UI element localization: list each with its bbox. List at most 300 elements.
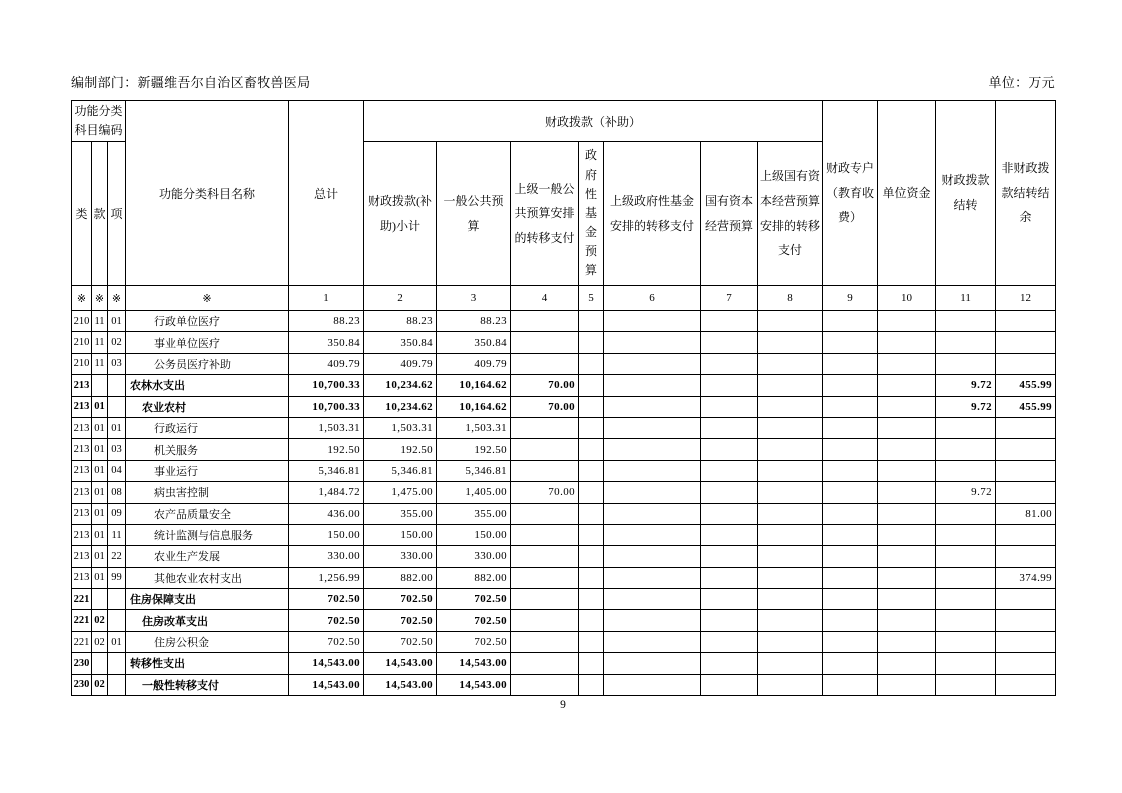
value-cell [878,589,936,610]
value-cell [878,311,936,332]
column-index-cell: 3 [437,286,511,311]
value-cell: 350.84 [437,332,511,353]
code-cell: 11 [92,311,108,332]
value-cell [878,460,936,481]
value-cell [604,460,701,481]
subject-name-cell: 病虫害控制 [126,482,289,503]
subject-name-cell: 住房公积金 [126,631,289,652]
value-cell [511,524,579,545]
code-cell: 02 [92,610,108,631]
code-cell: 04 [108,460,126,481]
value-cell: 192.50 [364,439,437,460]
table-row [72,610,1056,631]
table-row [72,674,1056,695]
value-cell [701,610,758,631]
subject-name-cell: 农业生产发展 [126,546,289,567]
value-cell [996,631,1056,652]
value-cell: 330.00 [437,546,511,567]
value-cell [823,589,878,610]
value-cell [511,503,579,524]
value-cell: 5,346.81 [289,460,364,481]
header-code-kuan: 款 [92,142,108,286]
value-cell [936,460,996,481]
value-cell [701,417,758,438]
value-cell: 409.79 [437,353,511,374]
column-index-cell: 9 [823,286,878,311]
value-cell: 192.50 [289,439,364,460]
code-cell: 01 [108,311,126,332]
column-index-cell: 7 [701,286,758,311]
table-row [72,460,1056,481]
code-cell [92,653,108,674]
value-cell [996,610,1056,631]
value-cell [579,567,604,588]
value-cell [823,674,878,695]
header-row-top [72,101,1056,142]
value-cell [823,653,878,674]
value-cell: 10,234.62 [364,396,437,417]
value-cell [604,610,701,631]
column-index-cell: 1 [289,286,364,311]
value-cell [996,653,1056,674]
value-cell [936,353,996,374]
code-cell: 01 [92,396,108,417]
value-cell [996,589,1056,610]
value-cell [579,482,604,503]
code-cell: 213 [72,482,92,503]
page-number: 9 [560,699,566,711]
value-cell [604,311,701,332]
value-cell [604,332,701,353]
header-state-capital-budget: 国有资本经营预算 [701,142,758,286]
value-cell [758,524,823,545]
value-cell [823,503,878,524]
table-row [72,396,1056,417]
value-cell [878,524,936,545]
value-cell: 1,256.99 [289,567,364,588]
value-cell [701,546,758,567]
value-cell [878,674,936,695]
code-cell [108,653,126,674]
value-cell: 88.23 [289,311,364,332]
value-cell: 81.00 [996,503,1056,524]
column-index-cell: 6 [604,286,701,311]
code-cell: 01 [92,567,108,588]
value-cell [878,353,936,374]
column-index-cell: ※ [108,286,126,311]
value-cell [758,460,823,481]
value-cell: 10,164.62 [437,396,511,417]
value-cell [604,546,701,567]
value-cell [604,653,701,674]
code-cell: 01 [92,460,108,481]
value-cell: 70.00 [511,375,579,396]
code-cell: 210 [72,332,92,353]
value-cell [604,439,701,460]
value-cell [878,439,936,460]
code-cell: 01 [108,631,126,652]
value-cell [996,482,1056,503]
value-cell [579,375,604,396]
budget-table [71,100,1056,696]
value-cell [701,460,758,481]
value-cell: 702.50 [437,610,511,631]
column-index-cell: 10 [878,286,936,311]
value-cell [936,674,996,695]
header-gov-fund-budget: 政府性基金预算 [579,142,604,286]
value-cell [579,524,604,545]
code-cell: 213 [72,503,92,524]
value-cell: 702.50 [289,631,364,652]
column-index-cell: 11 [936,286,996,311]
value-cell: 350.84 [364,332,437,353]
value-cell [511,674,579,695]
code-cell [108,589,126,610]
value-cell [511,353,579,374]
value-cell: 88.23 [437,311,511,332]
value-cell [878,375,936,396]
subject-name-cell: 公务员医疗补助 [126,353,289,374]
header-fiscal-carryover: 财政拨款结转 [936,101,996,286]
value-cell: 5,346.81 [437,460,511,481]
value-cell [823,375,878,396]
value-cell [758,610,823,631]
subject-name-cell: 机关服务 [126,439,289,460]
value-cell [936,653,996,674]
code-cell: 213 [72,546,92,567]
value-cell [878,567,936,588]
value-cell [511,417,579,438]
value-cell [701,503,758,524]
table-row [72,567,1056,588]
value-cell [878,653,936,674]
table-row [72,353,1056,374]
value-cell [823,546,878,567]
header-general-transfer: 上级一般公共预算安排的转移支付 [511,142,579,286]
code-cell: 213 [72,439,92,460]
value-cell [936,503,996,524]
table-row [72,482,1056,503]
header-fiscal-account: 财政专户（教育收费） [823,101,878,286]
value-cell [936,439,996,460]
subject-name-cell: 住房改革支出 [126,610,289,631]
code-cell: 210 [72,311,92,332]
table-row [72,375,1056,396]
value-cell: 455.99 [996,396,1056,417]
value-cell [758,332,823,353]
value-cell [511,631,579,652]
value-cell [758,311,823,332]
value-cell: 9.72 [936,396,996,417]
value-cell: 10,234.62 [364,375,437,396]
value-cell [701,653,758,674]
subject-name-cell: 事业单位医疗 [126,332,289,353]
table-row [72,631,1056,652]
header-code-group: 功能分类科目编码 [72,101,126,142]
value-cell [701,353,758,374]
value-cell [604,524,701,545]
value-cell [701,567,758,588]
value-cell [758,567,823,588]
value-cell [579,589,604,610]
subject-name-cell: 农业农村 [126,396,289,417]
table-row [72,589,1056,610]
prepared-by-label: 编制部门：新疆维吾尔自治区畜牧兽医局 [71,75,311,90]
value-cell [758,503,823,524]
header-subsidy-group: 财政拨款（补助） [364,101,823,142]
subject-name-cell: 一般性转移支付 [126,674,289,695]
value-cell: 455.99 [996,375,1056,396]
value-cell [936,546,996,567]
value-cell: 14,543.00 [364,674,437,695]
value-cell [823,439,878,460]
value-cell [579,332,604,353]
value-cell: 702.50 [437,631,511,652]
code-cell: 213 [72,524,92,545]
code-cell: 01 [92,439,108,460]
value-cell [604,674,701,695]
value-cell [511,439,579,460]
value-cell [936,332,996,353]
code-cell: 213 [72,460,92,481]
header-nonfiscal-carryover: 非财政拨款结转结余 [996,101,1056,286]
value-cell [878,503,936,524]
code-cell: 213 [72,396,92,417]
value-cell [936,524,996,545]
value-cell [823,332,878,353]
value-cell: 150.00 [289,524,364,545]
value-cell: 1,405.00 [437,482,511,503]
value-cell [511,546,579,567]
value-cell [996,311,1056,332]
value-cell [701,482,758,503]
value-cell [758,631,823,652]
code-cell [108,674,126,695]
code-cell: 230 [72,653,92,674]
header-unit-funds: 单位资金 [878,101,936,286]
code-cell: 01 [92,417,108,438]
table-row [72,439,1056,460]
value-cell [996,460,1056,481]
value-cell [758,482,823,503]
value-cell: 882.00 [364,567,437,588]
value-cell: 350.84 [289,332,364,353]
value-cell: 1,503.31 [437,417,511,438]
value-cell [996,353,1056,374]
value-cell: 1,484.72 [289,482,364,503]
value-cell [604,589,701,610]
code-cell: 01 [92,503,108,524]
code-cell: 22 [108,546,126,567]
code-cell: 221 [72,631,92,652]
value-cell [823,396,878,417]
value-cell [579,631,604,652]
value-cell: 702.50 [289,589,364,610]
value-cell [936,589,996,610]
value-cell: 14,543.00 [364,653,437,674]
value-cell [758,546,823,567]
code-cell: 213 [72,375,92,396]
code-cell: 08 [108,482,126,503]
code-cell: 09 [108,503,126,524]
value-cell [511,460,579,481]
code-cell: 221 [72,589,92,610]
code-cell: 02 [108,332,126,353]
value-cell [758,653,823,674]
table-row [72,503,1056,524]
value-cell [823,417,878,438]
header-gov-fund-transfer: 上级政府性基金安排的转移支付 [604,142,701,286]
value-cell [511,567,579,588]
value-cell [579,610,604,631]
value-cell: 409.79 [289,353,364,374]
value-cell: 150.00 [364,524,437,545]
code-cell [92,375,108,396]
value-cell: 355.00 [437,503,511,524]
value-cell [996,524,1056,545]
value-cell [823,610,878,631]
value-cell [758,417,823,438]
subject-name-cell: 统计监测与信息服务 [126,524,289,545]
value-cell: 1,503.31 [364,417,437,438]
value-cell [511,610,579,631]
value-cell: 88.23 [364,311,437,332]
code-cell: 230 [72,674,92,695]
header-subject-name: 功能分类科目名称 [126,101,289,286]
subject-name-cell: 农产品质量安全 [126,503,289,524]
header-code-xiang: 项 [108,142,126,286]
code-cell: 210 [72,353,92,374]
value-cell [936,311,996,332]
header-grand-total: 总计 [289,101,364,286]
value-cell: 436.00 [289,503,364,524]
code-cell: 213 [72,567,92,588]
code-cell: 01 [92,482,108,503]
code-cell [108,375,126,396]
value-cell [511,589,579,610]
value-cell [511,653,579,674]
value-cell: 374.99 [996,567,1056,588]
code-cell: 02 [92,674,108,695]
value-cell [701,396,758,417]
value-cell [701,674,758,695]
column-index-cell: ※ [126,286,289,311]
value-cell [604,353,701,374]
value-cell [878,631,936,652]
table-row [72,524,1056,545]
code-cell: 213 [72,417,92,438]
column-index-cell: 2 [364,286,437,311]
table-row [72,546,1056,567]
subject-name-cell: 行政单位医疗 [126,311,289,332]
document-meta-row [71,72,1055,91]
value-cell: 192.50 [437,439,511,460]
value-cell [823,353,878,374]
column-index-cell: ※ [92,286,108,311]
value-cell [579,396,604,417]
value-cell [823,567,878,588]
code-cell: 01 [92,546,108,567]
value-cell [878,396,936,417]
value-cell [758,375,823,396]
value-cell: 14,543.00 [289,653,364,674]
table-row [72,653,1056,674]
value-cell: 409.79 [364,353,437,374]
value-cell [579,653,604,674]
value-cell: 1,503.31 [289,417,364,438]
column-index-cell: ※ [72,286,92,311]
code-cell: 221 [72,610,92,631]
value-cell [996,332,1056,353]
table-row [72,332,1056,353]
subject-name-cell: 事业运行 [126,460,289,481]
value-cell [604,567,701,588]
value-cell [823,524,878,545]
subject-name-cell: 其他农业农村支出 [126,567,289,588]
value-cell: 9.72 [936,482,996,503]
value-cell [579,546,604,567]
value-cell [579,503,604,524]
value-cell [579,417,604,438]
value-cell: 330.00 [289,546,364,567]
value-cell: 702.50 [437,589,511,610]
value-cell [936,567,996,588]
value-cell: 70.00 [511,396,579,417]
value-cell: 70.00 [511,482,579,503]
value-cell [701,631,758,652]
value-cell [701,589,758,610]
table-row [72,417,1056,438]
code-cell: 03 [108,353,126,374]
header-state-capital-transfer: 上级国有资本经营预算安排的转移支付 [758,142,823,286]
value-cell: 355.00 [364,503,437,524]
code-cell: 01 [92,524,108,545]
value-cell [604,631,701,652]
column-index-cell: 5 [579,286,604,311]
code-cell: 03 [108,439,126,460]
value-cell [758,674,823,695]
value-cell: 9.72 [936,375,996,396]
value-cell [878,482,936,503]
table-row [72,311,1056,332]
header-subsidy-subtotal: 财政拨款(补助)小计 [364,142,437,286]
value-cell [604,417,701,438]
code-cell: 11 [92,353,108,374]
value-cell: 150.00 [437,524,511,545]
value-cell [996,674,1056,695]
code-cell: 99 [108,567,126,588]
value-cell [579,353,604,374]
value-cell [823,631,878,652]
value-cell [604,375,701,396]
column-index-cell: 4 [511,286,579,311]
value-cell [878,610,936,631]
value-cell [604,396,701,417]
value-cell: 702.50 [289,610,364,631]
column-index-row [72,286,1056,311]
value-cell: 702.50 [364,589,437,610]
header-general-public-budget: 一般公共预算 [437,142,511,286]
code-cell [92,589,108,610]
value-cell [936,610,996,631]
value-cell: 14,543.00 [289,674,364,695]
column-index-cell: 12 [996,286,1056,311]
value-cell: 330.00 [364,546,437,567]
header-code-lei: 类 [72,142,92,286]
value-cell [511,332,579,353]
value-cell [701,332,758,353]
value-cell [758,589,823,610]
